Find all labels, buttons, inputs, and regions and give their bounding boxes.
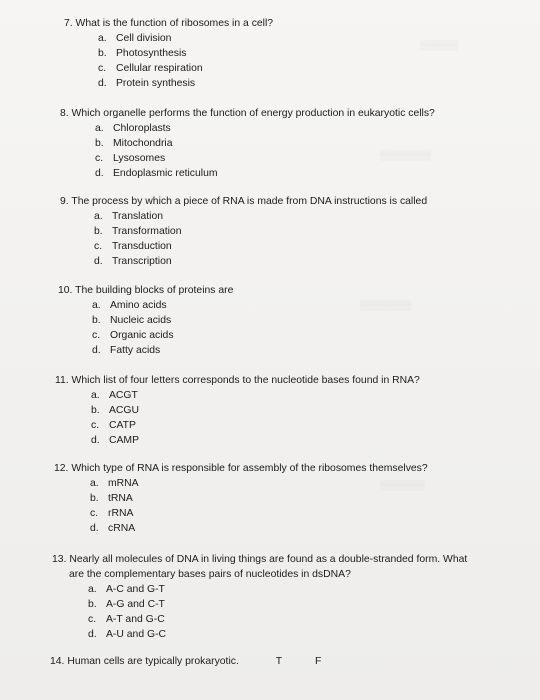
- question-10: [58, 283, 233, 358]
- question-stem: 11. Which list of four letters corresponds to the nucleotide bases found in RNA?: [55, 375, 420, 386]
- option-c[interactable]: c. rRNA: [90, 508, 134, 519]
- option-list: [91, 388, 420, 448]
- question-stem: 7. What is the function of ribosomes in a cell?: [64, 18, 274, 29]
- option-a[interactable]: a. mRNA: [90, 478, 139, 489]
- option-list: [98, 31, 273, 91]
- option-d[interactable]: d. Protein synthesis: [98, 78, 196, 89]
- option-list: [94, 209, 427, 269]
- option-a[interactable]: a. Translation: [94, 211, 164, 222]
- option-list: [92, 298, 233, 358]
- question-stem-line-2: are the complementary bases pairs of nucleotides in dsDNA?: [69, 569, 351, 580]
- option-c[interactable]: c. CATP: [91, 420, 136, 431]
- option-a[interactable]: a. ACGT: [91, 390, 138, 401]
- option-d[interactable]: d. Fatty acids: [92, 345, 161, 356]
- true-option[interactable]: T: [275, 656, 283, 667]
- option-list: [90, 476, 428, 536]
- option-b[interactable]: b. Transformation: [94, 226, 182, 237]
- option-d[interactable]: d. cRNA: [90, 523, 136, 534]
- bleed-through-text: ▒▒▒▒▒▒: [420, 40, 459, 50]
- option-a[interactable]: a. A-C and G-T: [88, 584, 165, 595]
- option-d[interactable]: d. Endoplasmic reticulum: [95, 168, 218, 179]
- option-d[interactable]: d. CAMP: [91, 435, 140, 446]
- option-c[interactable]: c. Cellular respiration: [98, 63, 203, 74]
- option-c[interactable]: c. Lysosomes: [95, 153, 166, 164]
- option-b[interactable]: b. tRNA: [90, 493, 133, 504]
- question-stem: 14. Human cells are typically prokaryotic.: [50, 656, 239, 667]
- option-b[interactable]: b. ACGU: [91, 405, 140, 416]
- option-a[interactable]: a. Cell division: [98, 33, 172, 44]
- question-8: [60, 106, 435, 181]
- question-stem: 8. Which organelle performs the function of energy production in eukaryotic cells?: [60, 108, 435, 119]
- false-option[interactable]: F: [314, 656, 322, 667]
- bleed-through-text: ▒▒▒▒▒▒▒: [380, 480, 425, 490]
- option-b[interactable]: b. A-G and C-T: [88, 599, 165, 610]
- option-b[interactable]: b. Nucleic acids: [92, 315, 172, 326]
- question-7: [64, 16, 273, 91]
- option-d[interactable]: d. A-U and G-C: [88, 629, 167, 640]
- option-list: [88, 582, 467, 642]
- option-a[interactable]: a. Chloroplasts: [95, 123, 171, 134]
- option-d[interactable]: d. Transcription: [94, 256, 172, 267]
- question-stem: 10. The building blocks of proteins are: [58, 285, 234, 296]
- question-9: [60, 194, 427, 269]
- option-a[interactable]: a. Amino acids: [92, 300, 167, 311]
- question-14: [50, 654, 321, 669]
- option-c[interactable]: c. A-T and G-C: [88, 614, 165, 625]
- bleed-through-text: ▒▒▒▒▒▒▒▒: [380, 150, 432, 160]
- option-c[interactable]: c. Transduction: [94, 241, 172, 252]
- question-stem: 12. Which type of RNA is responsible for assembly of the ribosomes themselves?: [54, 463, 428, 474]
- question-11: [55, 373, 420, 448]
- question-13: [52, 552, 467, 642]
- question-stem: 9. The process by which a piece of RNA is made from DNA instructions is called: [60, 196, 428, 207]
- option-list: [95, 121, 435, 181]
- question-12: [54, 461, 428, 536]
- bleed-through-text: ▒▒▒▒▒▒▒▒: [360, 300, 412, 310]
- question-stem-line-1: 13. Nearly all molecules of DNA in living things are found as a double-stranded form. What: [52, 554, 468, 565]
- option-b[interactable]: b. Photosynthesis: [98, 48, 187, 59]
- option-b[interactable]: b. Mitochondria: [95, 138, 173, 149]
- option-c[interactable]: c. Organic acids: [92, 330, 174, 341]
